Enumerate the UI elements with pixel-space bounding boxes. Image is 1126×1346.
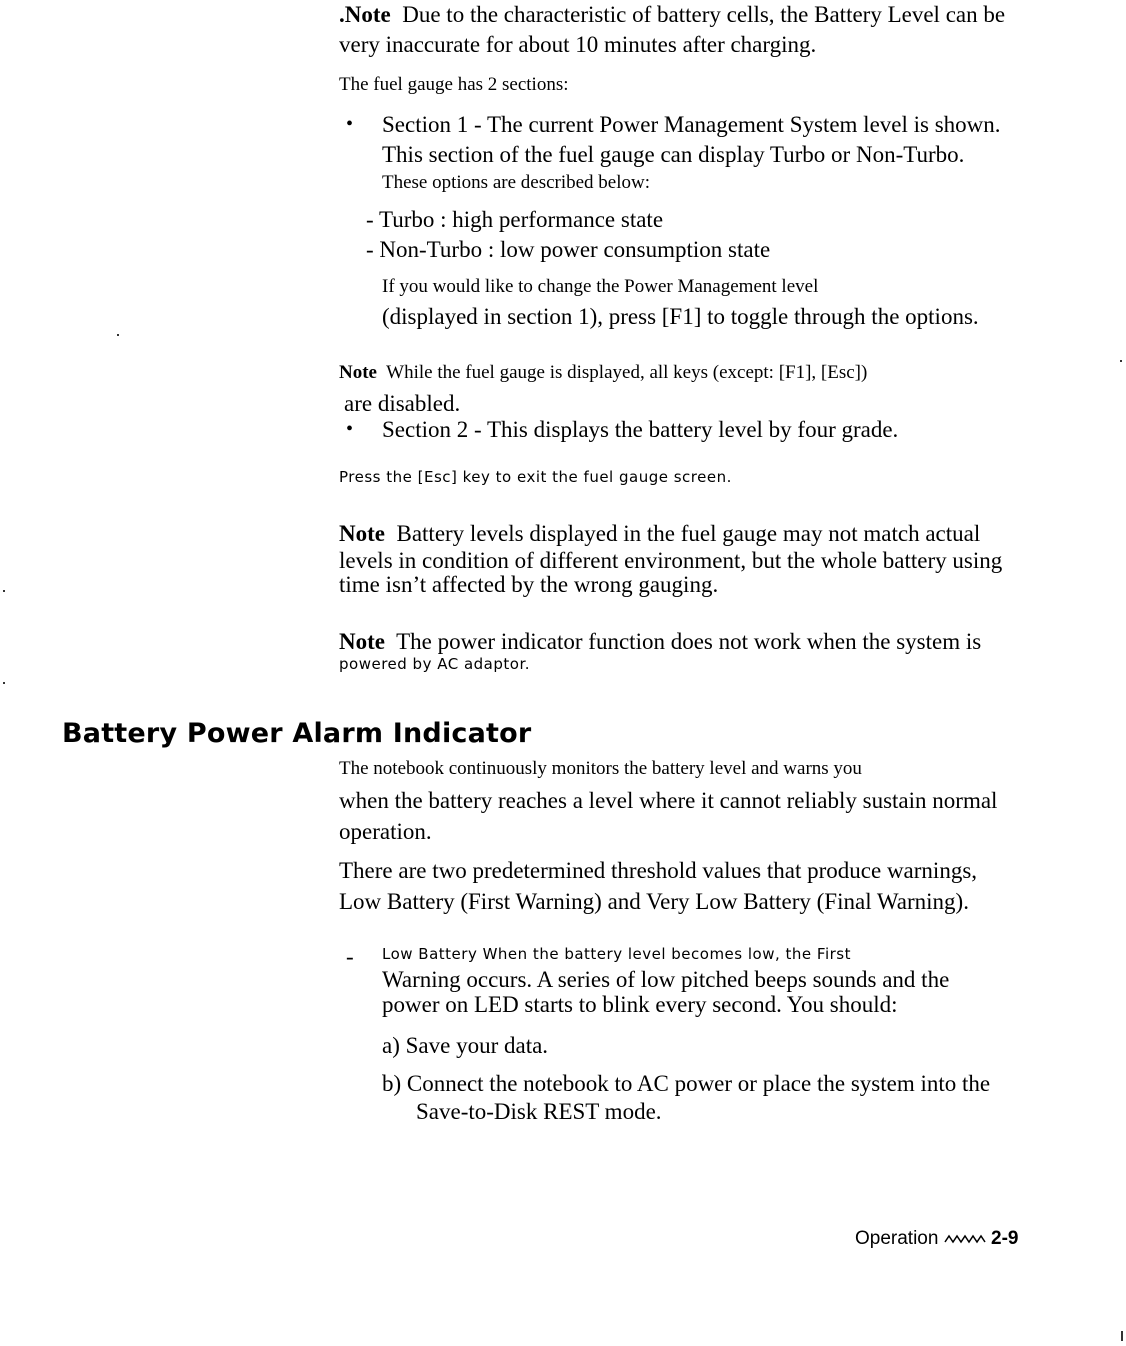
scan-dot: [3, 590, 5, 592]
alarm-p1-line-3: operation.: [339, 819, 432, 844]
note-4-line-1: [339, 630, 981, 653]
note-4-text: The power indicator function does not work when the system is: [396, 629, 982, 654]
section-1-line-2: This section of the fuel gauge can display Turbo or Non-Turbo.: [382, 142, 965, 167]
note-2-text: While the fuel gauge is displayed, all keys (except: [F1], [Esc]): [386, 362, 868, 383]
alarm-p1-line-1: The notebook continuously monitors the battery level and warns you: [339, 758, 862, 779]
section-2-line: Section 2 - This displays the battery level by four grade.: [382, 417, 899, 442]
low-battery-line-1: Low Battery When the battery level becomes low, the First: [382, 945, 851, 963]
note-label: Note: [339, 521, 385, 546]
low-battery-line-3: power on LED starts to blink every second. You should:: [382, 992, 898, 1017]
squiggle-icon: [944, 1234, 986, 1244]
alarm-p2-line-1: There are two predetermined threshold values that produce warnings,: [339, 858, 978, 883]
low-battery-line-2: Warning occurs. A series of low pitched beeps sounds and the: [382, 967, 950, 992]
note-1-line-1: [339, 3, 1005, 26]
turbo-option: - Turbo : high performance state: [366, 207, 664, 232]
bullet-icon: •: [346, 113, 354, 135]
scan-dot: [3, 682, 5, 684]
note-3-line-3: time isn’t affected by the wrong gauging.: [339, 572, 719, 597]
section-1-line-3: These options are described below:: [382, 172, 651, 193]
note-3-line-1: [339, 522, 980, 545]
note-4-line-2: powered by AC adaptor.: [339, 655, 530, 673]
note-1-line-2: very inaccurate for about 10 minutes after charging.: [339, 32, 817, 57]
note-3-text: Battery levels displayed in the fuel gauge may not match actual: [396, 521, 981, 546]
scan-dot: [1121, 1331, 1123, 1341]
note-label: .Note: [339, 2, 391, 27]
scan-dot: [1120, 360, 1122, 362]
note-label: Note: [339, 629, 385, 654]
change-level-line-1: If you would like to change the Power Management level: [382, 276, 819, 297]
dash-marker: -: [346, 944, 354, 969]
note-2-line-2: are disabled.: [344, 391, 461, 416]
scan-dot: [117, 334, 119, 336]
note-2-line-1: [339, 363, 867, 382]
step-b-line-1: b) Connect the notebook to AC power or place the system into the: [382, 1071, 991, 1096]
page-footer: [855, 1229, 1018, 1248]
step-a: a) Save your data.: [382, 1033, 549, 1058]
footer-section: Operation: [855, 1228, 939, 1249]
footer-page-number: 2-9: [991, 1228, 1019, 1249]
non-turbo-option: - Non-Turbo : low power consumption state: [366, 237, 771, 262]
fuel-gauge-intro: The fuel gauge has 2 sections:: [339, 74, 569, 95]
bullet-icon: •: [346, 418, 354, 440]
alarm-p1-line-2: when the battery reaches a level where it cannot reliably sustain normal: [339, 788, 998, 813]
note-1-text: Due to the characteristic of battery cells, the Battery Level can be: [402, 2, 1006, 27]
section-1-line-1: Section 1 - The current Power Management System level is shown.: [382, 112, 1001, 137]
step-b-line-2: Save-to-Disk REST mode.: [416, 1099, 662, 1124]
note-label: Note: [339, 362, 377, 383]
section-heading: Battery Power Alarm Indicator: [62, 718, 532, 749]
press-esc-instruction: Press the [Esc] key to exit the fuel gauge screen.: [339, 468, 732, 486]
note-3-line-2: levels in condition of different environment, but the whole battery using: [339, 548, 1003, 573]
change-level-line-2: (displayed in section 1), press [F1] to toggle through the options.: [382, 304, 979, 329]
alarm-p2-line-2: Low Battery (First Warning) and Very Low Battery (Final Warning).: [339, 889, 969, 914]
